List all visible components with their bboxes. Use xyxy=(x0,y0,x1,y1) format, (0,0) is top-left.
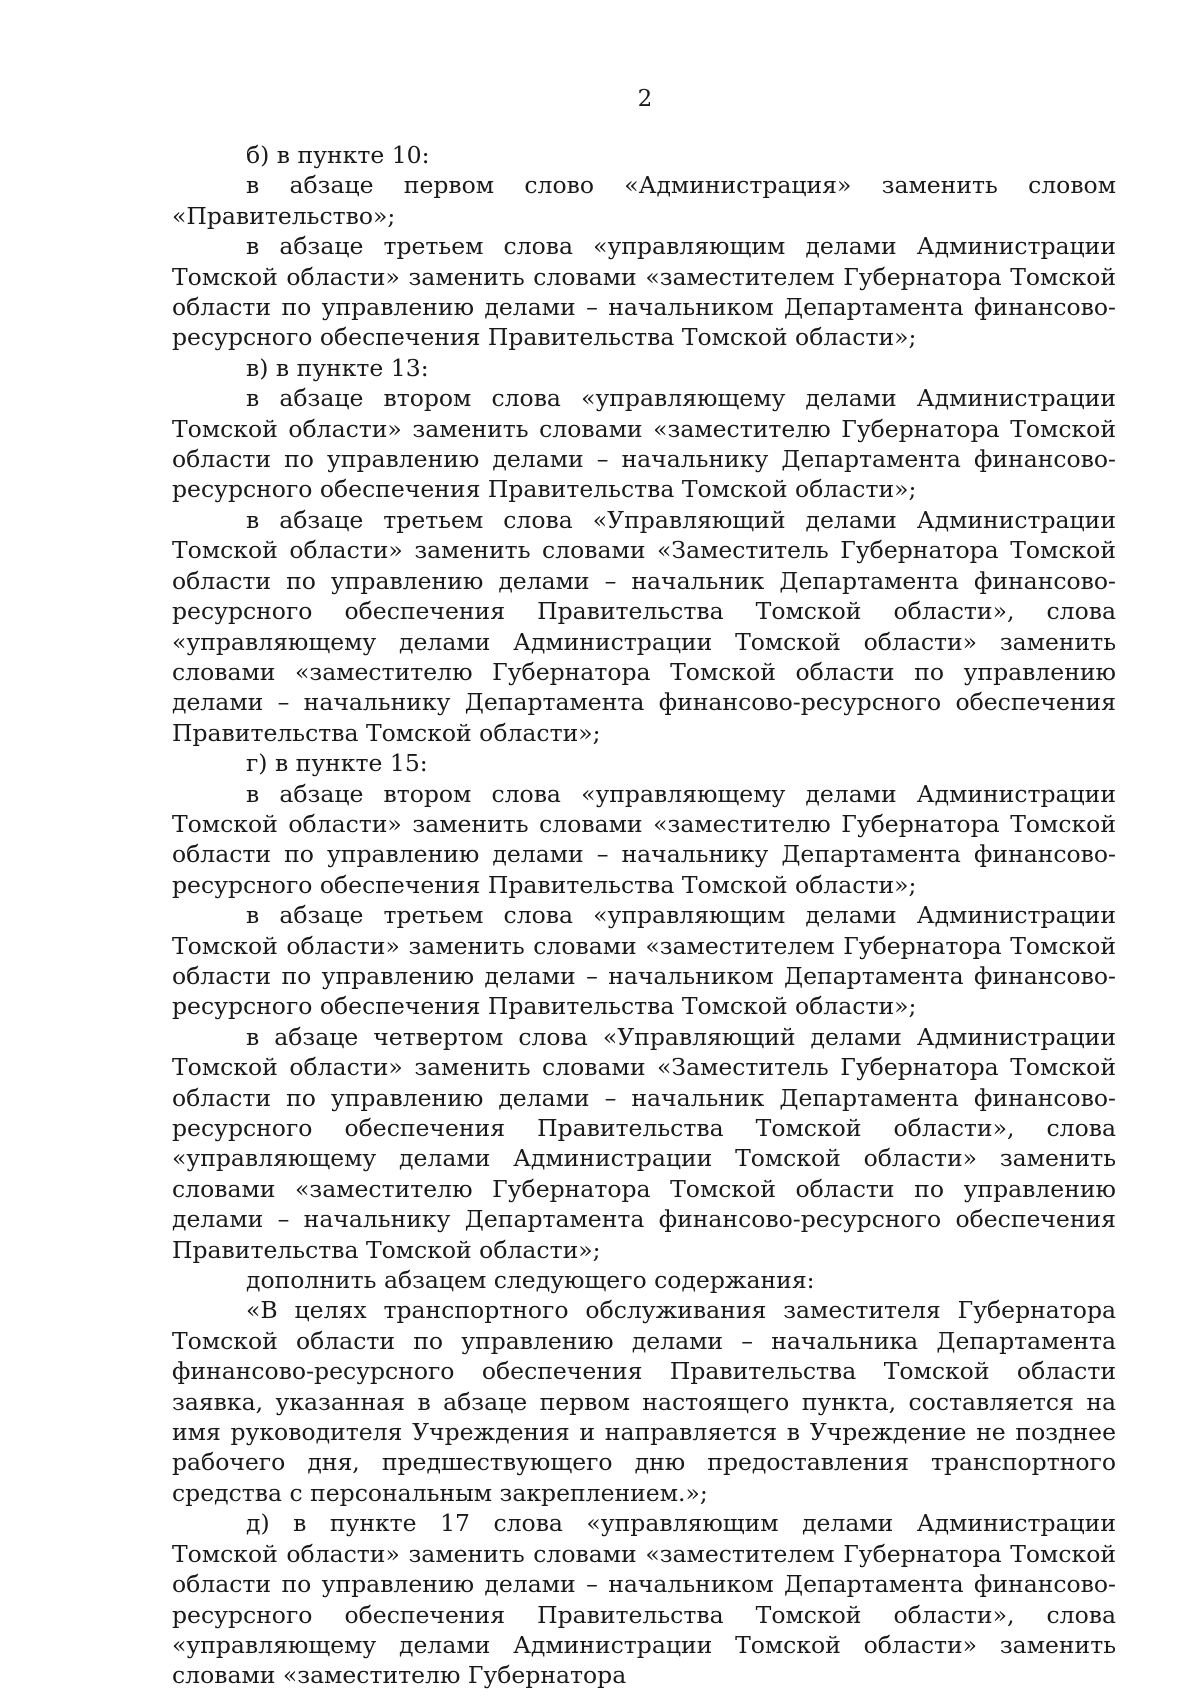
paragraph: в абзаце втором слова «управляющему делами Администрации Томской области» заменить словами «заместителю Губернатора Томской области по управлению делами – начальнику Департамента финансово-ресурсного обеспечения Правительства Томской области»; xyxy=(172,779,1116,899)
paragraph-15-heading: г) в пункте 15: xyxy=(246,749,428,778)
paragraph: в абзаце третьем слова «Управляющий делами Администрации Томской области» заменить словами «Заместитель Губернатора Томской области по управлению делами – начальник Департамента финансово-ресурсного обеспечения Правительства Томской области», слова «управляющему делами Администрации Томской области» заменить словами «заместителю Губернатора Томской области по управлению делами – начальнику Департамента финансово-ресурсного обеспечения Правительства Томской области»; xyxy=(172,505,1116,747)
page-number: 2 xyxy=(637,86,653,112)
paragraph: в абзаце третьем слова «управляющим делами Администрации Томской области» заменить словами «заместителем Губернатора Томской области по управлению делами – начальником Департамента финансово-ресурсного обеспечения Правительства Томской области»; xyxy=(172,901,1116,1021)
paragraph: дополнить абзацем следующего содержания: xyxy=(246,1266,815,1295)
quoted-paragraph: «В целях транспортного обслуживания заместителя Губернатора Томской области по управлению делами – начальника Департамента финансово-ресурсного обеспечения Правительства Томской области заявка, указанная в абзаце первом настоящего пункта, составляется на имя руководителя Учреждения и направляется в Учреждение не позднее рабочего дня, предшествующего дню предоставления транспортного средства с персональным закреплением.»; xyxy=(172,1296,1116,1507)
paragraph: в абзаце втором слова «управляющему делами Администрации Томской области» заменить словами «заместителю Губернатора Томской области по управлению делами – начальнику Департамента финансово-ресурсного обеспечения Правительства Томской области»; xyxy=(172,384,1116,504)
paragraph: в абзаце четвертом слова «Управляющий делами Администрации Томской области» заменить словами «Заместитель Губернатора Томской области по управлению делами – начальник Департамента финансово-ресурсного обеспечения Правительства Томской области», слова «управляющему делами Администрации Томской области» заменить словами «заместителю Губернатора Томской области по управлению делами – начальнику Департамента финансово-ресурсного обеспечения Правительства Томской области»; xyxy=(172,1022,1116,1264)
paragraph: в абзаце третьем слова «управляющим делами Администрации Томской области» заменить словами «заместителем Губернатора Томской области по управлению делами – начальником Департамента финансово-ресурсного обеспечения Правительства Томской области»; xyxy=(172,232,1116,352)
paragraph-17: д) в пункте 17 слова «управляющим делами Администрации Томской области» заменить словами «заместителем Губернатора Томской области по управлению делами – начальником Департамента финансово-ресурсного обеспечения Правительства Томской области», слова «управляющему делами Администрации Томской области» заменить словами «заместителю Губернатора xyxy=(172,1509,1116,1690)
document-body xyxy=(172,140,1116,1691)
paragraph: в абзаце первом слово «Администрация» заменить словом «Правительство»; xyxy=(172,171,1116,230)
paragraph-10-heading: б) в пункте 10: xyxy=(246,141,430,169)
paragraph-13-heading: в) в пункте 13: xyxy=(246,353,429,382)
